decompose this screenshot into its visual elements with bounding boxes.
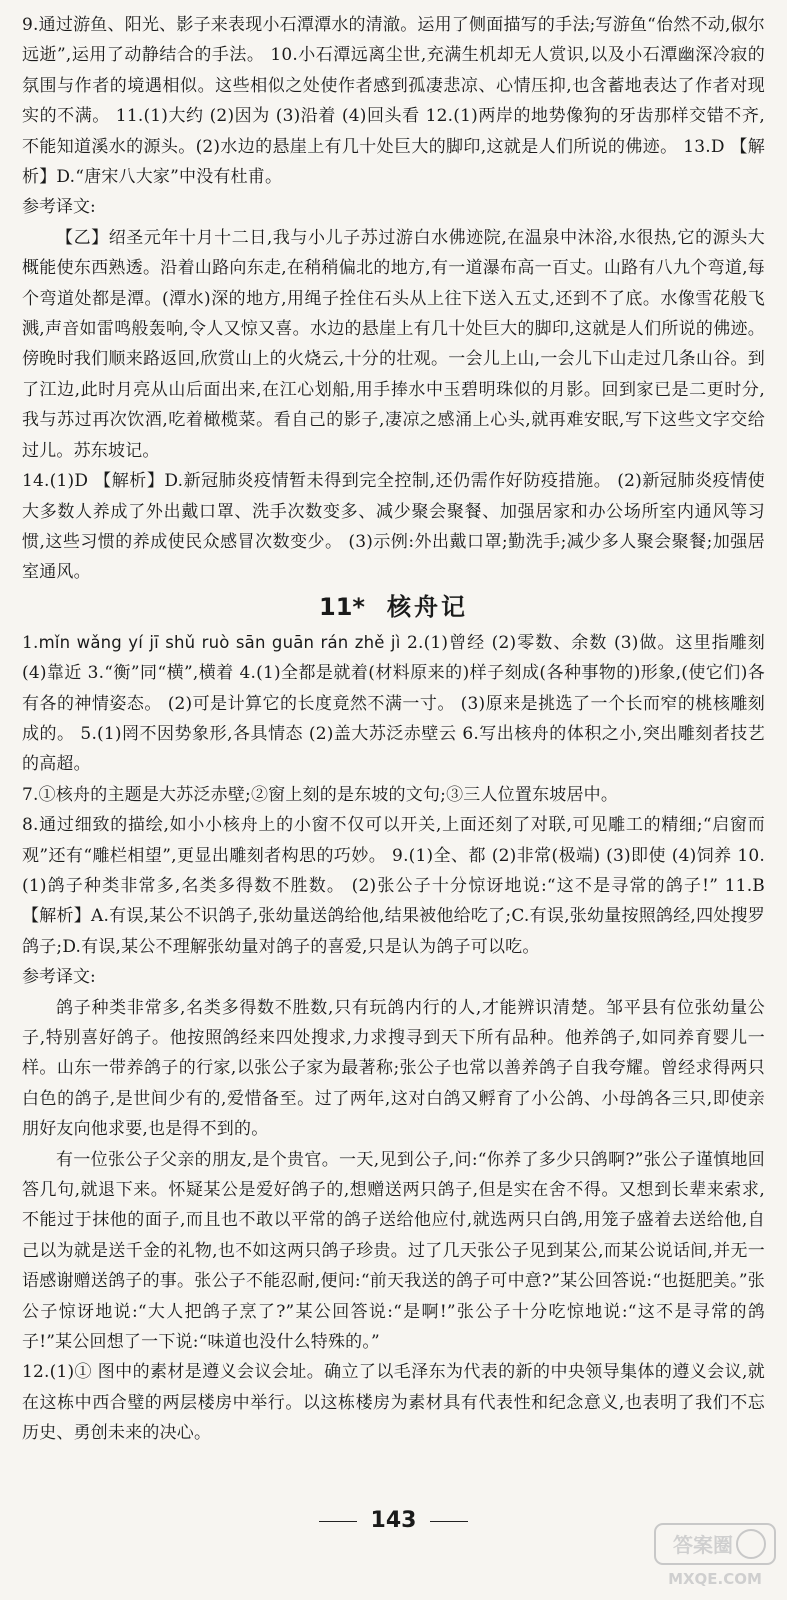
section-number: 11* <box>319 592 365 621</box>
reference-translation-label-2: 参考译文: <box>22 967 96 988</box>
answer-7: 7.①核舟的主题是大苏泛赤壁;②窗上刻的是东坡的文句;③三人位置东坡居中。 <box>22 784 619 805</box>
answer-12: 12.(1)① 图中的素材是遵义会议会址。确立了以毛泽东为代表的新的中央领导集体的遵义会议,就在这栋中西合璧的两层楼房中举行。以这栋楼房为素材具有代表性和纪念意义,也表明了我们不忘历史、勇创未来的决心。 <box>22 1362 765 1444</box>
watermark-url: MXQE.COM <box>668 1570 762 1588</box>
reference-translation-label: 参考译文: <box>22 197 96 218</box>
answers-1-to-6 <box>22 628 765 780</box>
page-number-dash-left <box>319 1521 357 1522</box>
watermark-circle <box>737 1530 765 1558</box>
pinyin-answer: mǐn wǎng yí jī shǔ ruò sān guān rán zhě jì <box>38 632 401 652</box>
answers-2-to-6: 2.(1)曾经 (2)零数、余数 (3)做。这里指雕刻 (4)靠近 3.“衡”同“横”,横着 4.(1)全都是就着(材料原来的)样子刻成(各种事物的)形象,(使它们)各有各的神情姿态。 (2)可是计算它的长度竟然不满一寸。 (3)原来是挑选了一个长而窄的桃核雕刻成的。 5.(1)罔不因势象形,各具情态 (2)盖大苏泛赤壁云 6.写出核舟的体积之小,突出雕刻者技艺的高超。 <box>22 632 765 775</box>
section-heading <box>22 590 765 624</box>
reference-translation-pigeons-1: 鸽子种类非常多,名类多得数不胜数,只有玩鸽内行的人,才能辨识清楚。邹平县有位张幼量公子,特别喜好鸽子。他按照鸽经来四处搜求,力求搜寻到天下所有品种。他养鸽子,如同养育婴儿一样。山东一带养鸽子的行家,以张公子家为最著称;张公子也常以善养鸽子自我夸耀。曾经求得两只白色的鸽子,是世间少有的,爱惜备至。过了两年,这对白鸽又孵育了小公鸽、小母鸽各三只,即使亲朋好友向他求要,也是得不到的。 <box>22 997 765 1140</box>
page-number-dash-right <box>430 1521 468 1522</box>
reference-translation-yi: 【乙】绍圣元年十月十二日,我与小儿子苏过游白水佛迹院,在温泉中沐浴,水很热,它的源头大概能使东西熟透。沿着山路向东走,在稍稍偏北的地方,有一道瀑布高一百丈。山路有八九个弯道,每个弯道处都是潭。(潭水)深的地方,用绳子拴住石头从上往下送入五丈,还到不了底。水像雪花般飞溅,声音如雷鸣般轰响,令人又惊又喜。水边的悬崖上有几十处巨大的脚印,这就是人们所说的佛迹。傍晚时我们顺来路返回,欣赏山上的火烧云,十分的壮观。一会儿上山,一会儿下山走过几条山谷。到了江边,此时月亮从山后面出来,在江心划船,用手捧水中玉碧明珠似的月影。回到家已是二更时分,我与苏过再次饮酒,吃着橄榄菜。看自己的影子,凄凉之感涌上心头,就再难安眠,写下这些文字交给过儿。苏东坡记。 <box>22 227 765 461</box>
pinyin-prefix: 1. <box>22 632 39 653</box>
answers-8-to-11: 8.通过细致的描绘,如小小核舟上的小窗不仅可以开关,上面还刻了对联,可见雕工的精细;“启窗而观”还有“雕栏相望”,更显出雕刻者构思的巧妙。 9.(1)全、都 (2)非常(极端) (3)即使 (4)饲养 10.(1)鸽子种类非常多,名类多得数不胜数。 (2)张公子十分惊讶地说:“这不是寻常的鸽子!” 11.B 【解析】A.有误,某公不识鸽子,张幼量送鸽给他,结果被他给吃了;C.有误,张幼量按照鸽经,四处搜罗鸽子;D.有误,某公不理解张幼量对鸽子的喜爱,只是认为鸽子可以吃。 <box>22 815 765 957</box>
answer-14: 14.(1)D 【解析】D.新冠肺炎疫情暂未得到完全控制,还仍需作好防疫措施。 (2)新冠肺炎疫情使大多数人养成了外出戴口罩、洗手次数变多、减少聚会聚餐、加强居家和办公场所室内通风等习惯,这些习惯的养成使民众感冒次数变少。 (3)示例:外出戴口罩;勤洗手;减少多人聚会聚餐;加强居室通风。 <box>22 471 765 583</box>
watermark-logo <box>651 1520 779 1592</box>
watermark-logo-text: 答案圈 <box>673 1533 733 1557</box>
reference-translation-pigeons-2: 有一位张公子父亲的朋友,是个贵官。一天,见到公子,问:“你养了多少只鸽啊?”张公子谨慎地回答几句,就退下来。怀疑某公是爱好鸽子的,想赠送两只鸽子,但是实在舍不得。又想到长辈来索求,不能过于抹他的面子,而且也不敢以平常的鸽子送给他应付,就选两只白鸽,用笼子盛着去送给他,自己以为就是送千金的礼物,也不如这两只鸽子珍贵。过了几天张公子见到某公,而某公说话间,并无一语感谢赠送鸽子的事。张公子不能忍耐,便问:“前天我送的鸽子可中意?”某公回答说:“也挺肥美。”张公子惊讶地说:“大人把鸽子烹了?”某公回答说:“是啊!”张公子十分吃惊地说:“这不是寻常的鸽子!”某公回想了一下说:“味道也没什么特殊的。” <box>22 1149 765 1353</box>
section-title: 核舟记 <box>386 591 468 621</box>
answers-9-to-13: 9.通过游鱼、阳光、影子来表现小石潭潭水的清澈。运用了侧面描写的手法;写游鱼“佁然不动,俶尔远逝”,运用了动静结合的手法。 10.小石潭远离尘世,充满生机却无人赏识,以及小石潭幽深冷寂的氛围与作者的境遇相似。这些相似之处使作者感到孤凄悲凉、心情压抑,也含蓄地表达了作者对现实的不满。 11.(1)大约 (2)因为 (3)沿着 (4)回头看 12.(1)两岸的地势像狗的牙齿那样交错不齐,不能知道溪水的源头。(2)水边的悬崖上有几十处巨大的脚印,这就是人们所说的佛迹。 13.D 【解析】D.“唐宋八大家”中没有杜甫。 <box>22 15 765 188</box>
page-number-text: 143 <box>370 1508 417 1533</box>
